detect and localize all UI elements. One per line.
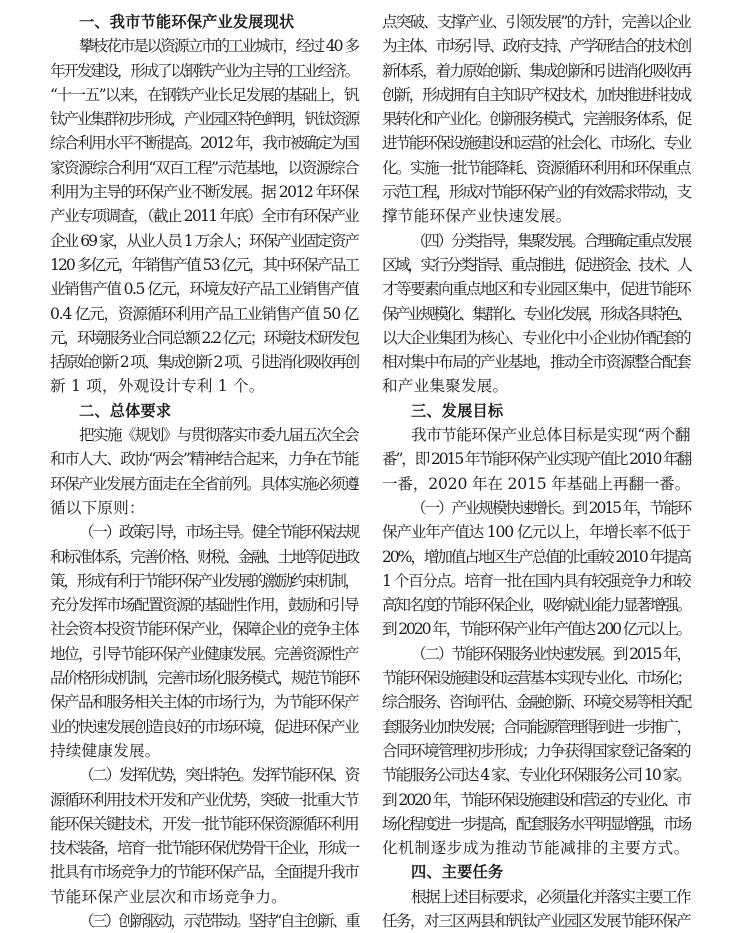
text-line: 区域，实行分类指导、重点推进，促进资金、技术、人 (382, 255, 690, 274)
text-line: 才等要素向重点地区和专业园区集中，促进节能环 (382, 280, 690, 299)
text-line: 高知名度的节能环保企业，吸纳就业能力显著增强。 (382, 596, 690, 615)
text-line: 节能服务公司达 4 家、专业化环保服务公司 10 家。 (382, 766, 690, 785)
text-line: 0.4 亿元，资源循环利用产品工业销售产值 50 亿 (50, 304, 358, 323)
text-line: 保产业年产值达 100 亿元以上，年增长率不低于 (382, 523, 690, 542)
text-line: 业的快速发展创造良好的市场环境，促进环保产业 (50, 717, 358, 736)
text-line: 地位，引导节能环保产业健康发展。完善资源性产 (50, 644, 358, 663)
section-heading: 三、发展目标 (411, 401, 504, 420)
text-line: 元，环境服务业合同总额 2.2 亿元；环境技术研发包 (50, 328, 358, 347)
text-line: 到 2020 年，节能环保产业年产值达 200 亿元以上。 (382, 620, 690, 639)
text-line: 化机制逐步成为推动节能减排的主要方式。 (382, 839, 690, 858)
text-line: 任务，对三区两县和钒钛产业园区发展节能环保产 (382, 911, 690, 930)
paragraph-first-line: （二）发挥优势，突出特色。发挥节能环保、资 (79, 766, 358, 785)
text-line: 场化程度进一步提高，配套服务水平明显增强，市场 (382, 814, 690, 833)
text-line: 相对集中布局的产业基地，推动全市资源整合配套 (382, 353, 690, 372)
text-line: 番”，即 2015 年节能环保产业实现产值比 2010 年翻 (382, 450, 690, 469)
text-line: 持续健康发展。 (50, 741, 161, 760)
section-heading: 四、主要任务 (411, 863, 504, 882)
right-column (382, 10, 690, 933)
paragraph-first-line: 根据上述目标要求，必须量化并落实主要工作 (411, 887, 690, 906)
text-line: 家资源综合利用“双百工程”示范基地，以资源综合 (50, 158, 358, 177)
text-line: 保产业规模化、集群化、专业化发展，形成各具特色、 (382, 304, 690, 323)
text-line: 节能环保产业层次和市场竞争力。 (50, 887, 287, 906)
text-line: 为主体、市场引导、政府支持、产学研结合的技术创 (382, 37, 690, 56)
paragraph-first-line: 攀枝花市是以资源立市的工业城市，经过 40 多 (79, 37, 358, 56)
text-line: 环保产业发展方面走在全省前列。具体实施必须遵 (50, 474, 358, 493)
text-line: 业销售产值 0.5 亿元，环境友好产品工业销售产值 (50, 280, 358, 299)
paragraph-first-line: （三）创新驱动，示范带动。坚持“自主创新、重 (79, 911, 358, 930)
paragraph-first-line: （二）节能环保服务业快速发展。到 2015 年， (411, 644, 690, 663)
text-line: 和标准体系，完善价格、财税、金融、土地等促进政 (50, 547, 358, 566)
section-heading: 一、我市节能环保产业发展现状 (79, 13, 295, 31)
text-line: 新 1 项，外观设计专利 1 个。 (50, 377, 265, 396)
paragraph-first-line: （一）政策引导，市场主导。健全节能环保法规 (79, 523, 358, 542)
text-line: 综合利用水平不断提高。2012 年，我市被确定为国 (50, 134, 358, 153)
text-line: 技术装备，培育一批节能环保优势骨干企业，形成一 (50, 839, 358, 858)
text-line: 钛产业集群初步形成，产业园区特色鲜明，钒钛资源 (50, 110, 358, 129)
text-line: 利用为主导的环保产业不断发展。据 2012 年环保 (50, 183, 358, 202)
paragraph-first-line: 我市节能环保产业总体目标是实现“两个翻 (411, 426, 690, 445)
left-column (50, 10, 358, 933)
text-line: 节能环保设施建设和运营基本实现专业化、市场化； (382, 669, 690, 688)
text-line: 以大企业集团为核心、专业化中小企业协作配套的 (382, 328, 690, 347)
text-line: 果转化和产业化。创新服务模式，完善服务体系，促 (382, 110, 690, 129)
section-heading: 二、总体要求 (79, 401, 172, 420)
text-line: 20%，增加值占地区生产总值的比重较 2010 年提高 (382, 547, 690, 566)
text-line: 循以下原则： (50, 498, 145, 517)
text-line: 品价格形成机制，完善市场化服务模式，规范节能环 (50, 669, 358, 688)
text-line: 撑节能环保产业快速发展。 (382, 207, 572, 226)
text-line: 进节能环保设施建设和运营的社会化、市场化、专业 (382, 134, 690, 153)
paragraph-first-line: （一）产业规模快速增长。到 2015 年，节能环 (411, 498, 690, 517)
text-line: 和市人大、政协“两会”精神结合起来，力争在节能 (50, 450, 358, 469)
text-line: 化。实施一批节能降耗、资源循环利用和环保重点 (382, 158, 690, 177)
text-line: 综合服务、咨询评估、金融创新、环境交易等相关配 (382, 693, 690, 712)
text-line: 产业专项调查，（截止 2011 年底）全市有环保产业 (50, 207, 358, 226)
text-line: 充分发挥市场配置资源的基础性作用，鼓励和引导 (50, 596, 358, 615)
text-line: 括原始创新 2 项、集成创新 2 项、引进消化吸收再创 (50, 353, 358, 372)
text-line: 批具有市场竞争力的节能环保产品，全面提升我市 (50, 863, 358, 882)
text-line: 合同环境管理初步形成；力争获得国家登记备案的 (382, 741, 690, 760)
text-line: “十一五”以来，在钢铁产业长足发展的基础上，钒 (50, 85, 358, 104)
text-line: 保产品和服务相关主体的市场行为，为节能环保产 (50, 693, 358, 712)
text-line: 和产业集聚发展。 (382, 377, 509, 396)
text-line: 120 多亿元，年销售产值 53 亿元，其中环保产品工 (50, 255, 358, 274)
text-line: 年开发建设，形成了以钢铁产业为主导的工业经济。 (50, 61, 358, 80)
text-line: 到 2020 年，节能环保设施建设和营运的专业化、市 (382, 790, 690, 809)
text-line: 一番，2020 年在 2015 年基础上再翻一番。 (382, 474, 690, 493)
text-line: 能环保关键技术，开发一批节能环保资源循环利用 (50, 814, 358, 833)
paragraph-first-line: （四）分类指导，集聚发展。合理确定重点发展 (411, 231, 690, 250)
text-line: 策，形成有利于节能环保产业发展的激励约束机制， (50, 571, 358, 590)
text-line: 源循环利用技术开发和产业优势，突破一批重大节 (50, 790, 358, 809)
text-line: 套服务业加快发展；合同能源管理得到进一步推广， (382, 717, 690, 736)
paragraph-first-line: 把实施《规划》与贯彻落实市委九届五次全会 (79, 426, 358, 445)
text-line: 示范工程，形成对节能环保产业的有效需求带动，支 (382, 183, 690, 202)
text-line: 企业 69 家，从业人员 1 万余人；环保产业固定资产 (50, 231, 358, 250)
text-line: 1 个百分点。培育一批在国内具有较强竞争力和较 (382, 571, 690, 590)
text-line: 社会资本投资节能环保产业，保障企业的竞争主体 (50, 620, 358, 639)
text-line: 点突破、支撑产业、引领发展”的方针，完善以企业 (382, 13, 690, 31)
text-line: 新体系，着力原始创新、集成创新和引进消化吸收再 (382, 61, 690, 80)
text-line: 创新，形成拥有自主知识产权技术，加快推进科技成 (382, 85, 690, 104)
